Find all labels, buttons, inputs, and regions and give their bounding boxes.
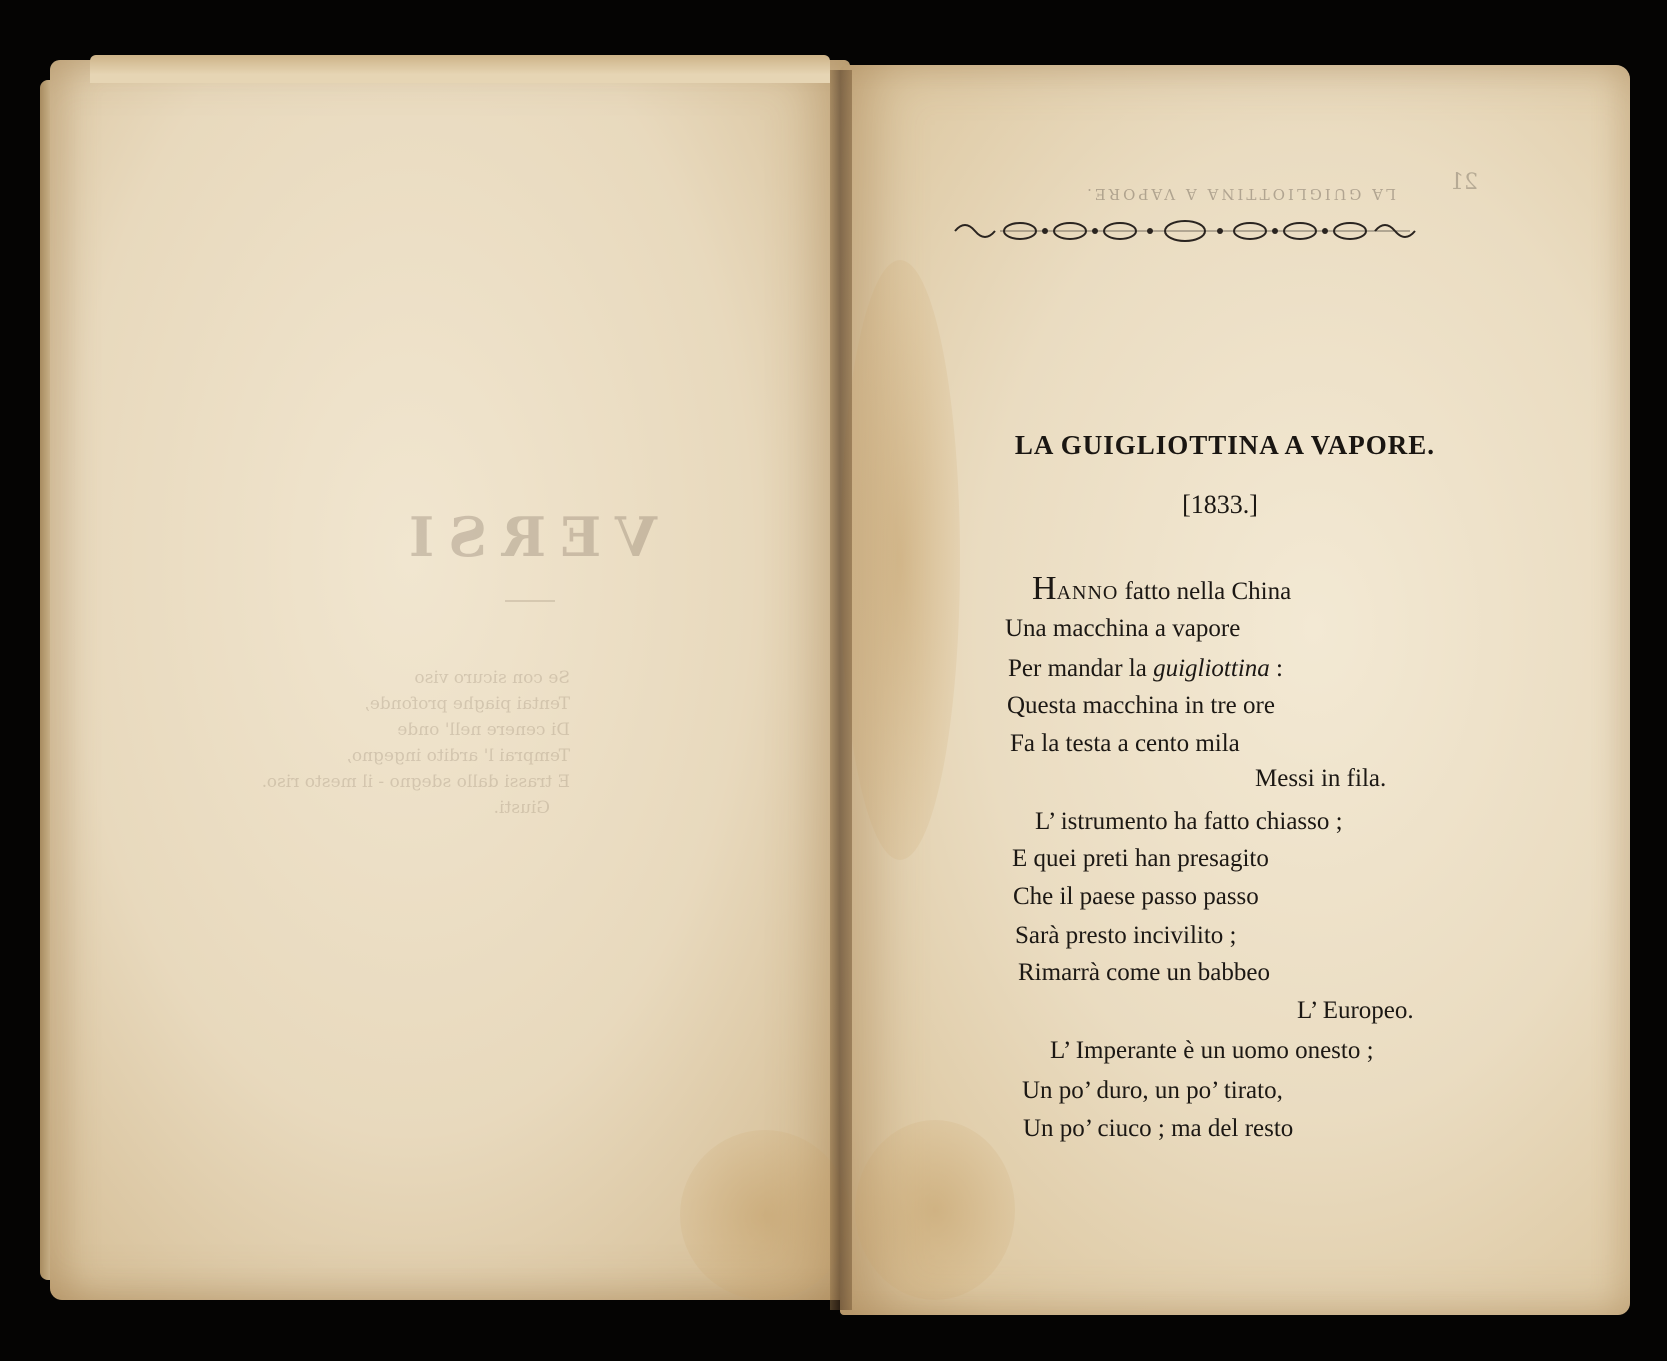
verse-line-2: Una macchina a vapore bbox=[1005, 615, 1241, 642]
epigraph-attribution: Giusti. bbox=[493, 798, 550, 818]
verse-line-14: Un po’ duro, un po’ tirato, bbox=[1022, 1077, 1283, 1104]
page-number: 21 bbox=[1450, 170, 1478, 195]
verse-line-12: L’ Europeo. bbox=[1297, 997, 1414, 1024]
verse-line-5: Fa la testa a cento mila bbox=[1010, 730, 1240, 757]
verse-line-11: Rimarrà come un babbeo bbox=[1018, 959, 1270, 986]
poem-title: LA GUIGLIOTTINA A VAPORE. bbox=[1014, 430, 1436, 460]
verse-line-13: L’ Imperante è un uomo onesto ; bbox=[1050, 1037, 1374, 1064]
book-gutter bbox=[830, 70, 852, 1310]
water-stain bbox=[855, 1120, 1015, 1300]
water-stain bbox=[680, 1130, 850, 1300]
verse-line-3 bbox=[1008, 655, 1283, 683]
epigraph-line: Tentai piaghe profonde, bbox=[364, 694, 570, 714]
poem-year: [1833.] bbox=[1182, 490, 1258, 519]
verse-text: fatto nella China bbox=[1118, 578, 1292, 605]
show-through-title: VERSI bbox=[395, 505, 658, 569]
drop-cap: H bbox=[1032, 570, 1057, 607]
left-page-top-edge bbox=[90, 55, 830, 83]
small-caps: ANNO bbox=[1056, 582, 1119, 604]
epigraph-line: Temprai l' ardito ingegno, bbox=[346, 746, 570, 766]
verse-line-4: Questa macchina in tre ore bbox=[1007, 692, 1275, 719]
verse-text: : bbox=[1269, 655, 1283, 682]
show-through-rule bbox=[505, 600, 555, 602]
epigraph-line: E trassi dallo sdegno - il mesto riso. bbox=[261, 772, 570, 792]
verse-line-1 bbox=[1032, 570, 1291, 608]
verse-line-15: Un po’ ciuco ; ma del resto bbox=[1023, 1115, 1294, 1142]
running-head: LA GUIGLIOTTINA A VAPORE. bbox=[1084, 185, 1396, 203]
verse-line-8: E quei preti han presagito bbox=[1012, 845, 1269, 872]
epigraph-line: Di cenere nell' onde bbox=[397, 720, 570, 740]
verse-text: Per mandar la bbox=[1008, 655, 1154, 682]
verse-italic: guigliottina bbox=[1153, 655, 1270, 682]
verse-line-10: Sarà presto incivilito ; bbox=[1015, 922, 1237, 949]
water-stain bbox=[840, 260, 960, 860]
verse-line-6: Messi in fila. bbox=[1255, 765, 1387, 792]
verse-line-7: L’ istrumento ha fatto chiasso ; bbox=[1035, 808, 1343, 835]
verse-line-9: Che il paese passo passo bbox=[1013, 883, 1259, 910]
ornament-rule bbox=[950, 215, 1420, 247]
epigraph-line: Se con sicuro viso bbox=[414, 668, 570, 688]
show-through-epigraph bbox=[230, 665, 570, 821]
